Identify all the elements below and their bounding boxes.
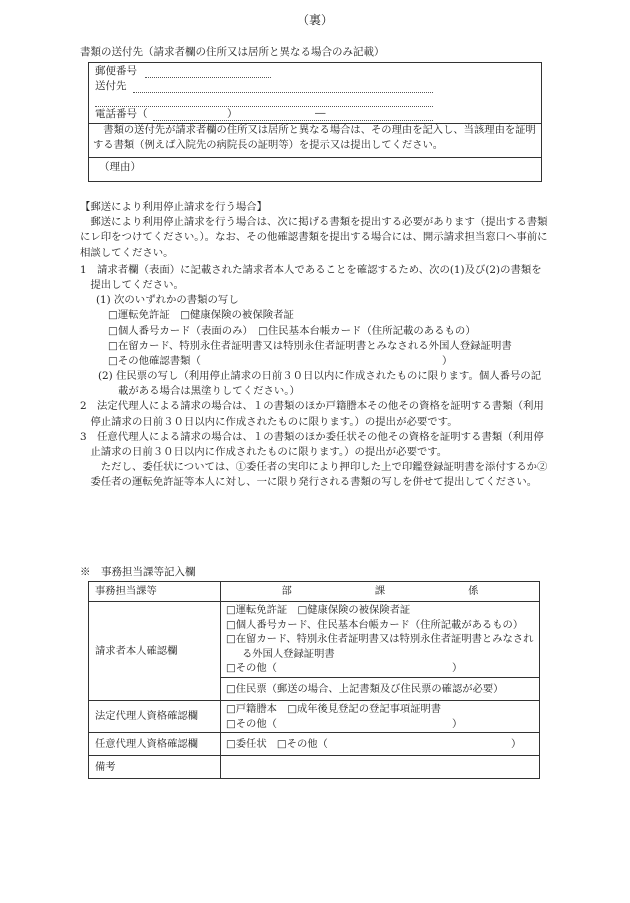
delivery-box: [88, 62, 542, 182]
table-row: [89, 582, 540, 602]
voluntary-agent-cell[interactable]: [221, 733, 540, 756]
remarks-label: 備考: [89, 756, 221, 779]
phone-paren-close: ）: [227, 108, 238, 120]
address-field[interactable]: [133, 92, 433, 93]
mail-intro: 郵送により利用停止請求を行う場合は、次に掲げる書類を提出する必要があります（提出する書類にレ印をつけてください。）。なお、その他確認書類を提出する場合には、開示請求担当窓口へ事前に相談してください。: [80, 216, 548, 259]
mail-request-section: [80, 200, 550, 491]
self-check-option[interactable]: □運転免許証 □健康保険の被保険者証: [226, 604, 411, 616]
reason-label: （理由）: [99, 161, 141, 173]
voluntary-agent-label: 任意代理人資格確認欄: [89, 733, 221, 756]
voluntary-agent-close: ）: [511, 737, 522, 750]
phone-field[interactable]: [153, 120, 433, 121]
mail-item-3-note: ただし、委任状については、①委任者の実印により押印した上で印鑑登録証明書を添付するか②委任者の運転免許証等本人に対し、一に限り発行される書類の写しを併せて提出してください。: [90, 461, 548, 489]
delivery-heading: 書類の送付先（請求者欄の住所又は居所と異なる場合のみ記載）: [80, 46, 385, 58]
checkbox-license-insurance[interactable]: □運転免許証 □健康保険の被保険者証: [108, 309, 294, 322]
mail-heading: 【郵送により利用停止請求を行う場合】: [80, 201, 268, 213]
self-check-option[interactable]: □在留カード、特別永住者証明書又は特別永住者証明書とみなされる外国人登録証明書: [226, 633, 534, 660]
dept-part-1: 部: [281, 585, 292, 598]
self-check-other-label: □その他（: [226, 662, 277, 675]
legal-agent-label: 法定代理人資格確認欄: [89, 701, 221, 733]
postal-code-label: 郵便番号: [95, 65, 137, 77]
dept-cell[interactable]: [221, 582, 540, 602]
mail-item-2: 2 法定代理人による請求の場合は、１の書類のほか戸籍謄本その他その資格を証明する書類（利用停止請求の日前３０日以内に作成されたものに限ります。）の提出が必要です。: [80, 400, 544, 428]
legal-agent-other[interactable]: [226, 717, 534, 732]
delivery-notice: 書類の送付先が請求者欄の住所又は居所と異なる場合は、その理由を記入し、当該理由を証明する書類（例えば入院先の病院長の証明等）を提示又は提出してください。: [93, 124, 536, 152]
postal-code-field[interactable]: [145, 77, 271, 78]
legal-agent-cell: [221, 701, 540, 733]
self-check-option[interactable]: □個人番号カード、住民基本台帳カード（住所記載があるもの）: [226, 618, 524, 631]
table-row: [89, 602, 540, 678]
mail-item-1-1: (1) 次のいずれかの書類の写し: [96, 294, 239, 307]
remarks-cell[interactable]: [221, 756, 540, 779]
voluntary-agent-option: □委任状 □その他（: [226, 737, 328, 750]
self-check-cell: [221, 602, 540, 678]
mail-item-1: 1 請求者欄（表面）に記載された請求者本人であることを確認するため、次の(1)及び(2)の書類を提出してください。: [80, 263, 542, 291]
resident-cell[interactable]: [221, 678, 540, 701]
mail-item-1-2: (2) 住民票の写し（利用停止請求の日前３０日以内に作成されたものに限ります。個人番号の記載がある場合は黒塗りしてください。）: [98, 370, 542, 398]
table-row: [89, 733, 540, 756]
legal-agent-other-label: □その他（: [226, 717, 277, 730]
mail-item-3: 3 任意代理人による請求の場合は、１の書類のほか委任状その他その資格を証明する書類（利用停止請求の日前３０日以内に作成されたものに限ります。）の提出が必要です。: [80, 430, 544, 458]
table-row: [89, 701, 540, 733]
dept-part-2: 課: [374, 585, 386, 598]
phone-label: 電話番号（: [95, 108, 148, 120]
table-row: [89, 756, 540, 779]
resident-option: □住民票（郵送の場合、上記書類及び住民票の確認が必要）: [226, 682, 504, 695]
address-label: 送付先: [95, 80, 127, 92]
legal-agent-other-close: ）: [452, 717, 463, 730]
dept-label: 事務担当課等: [89, 582, 221, 602]
other-docs-label: □その他確認書類（: [108, 354, 201, 367]
legal-agent-option[interactable]: □戸籍謄本 □成年後見登記の登記事項証明書: [226, 703, 442, 716]
divider: [89, 157, 541, 158]
other-docs-paren-close: ）: [442, 354, 453, 367]
self-check-other[interactable]: [226, 661, 534, 676]
dept-part-3: 係: [468, 585, 479, 598]
checkbox-residence-card[interactable]: □在留カード、特別永住者証明書又は特別永住者証明書とみなされる外国人登録証明書: [108, 339, 512, 352]
self-check-label: 請求者本人確認欄: [89, 602, 221, 701]
self-check-other-close: ）: [452, 662, 463, 675]
page-title: （裏）: [296, 13, 333, 27]
checkbox-mynumber-juki[interactable]: □個人番号カード（表面のみ） □住民基本台帳カード（住所記載のあるもの）: [108, 324, 476, 337]
office-use-table: [88, 581, 540, 779]
checkbox-other-docs[interactable]: [80, 354, 550, 369]
office-heading: ※ 事務担当課等記入欄: [80, 566, 196, 578]
phone-dash: ―: [315, 107, 326, 119]
